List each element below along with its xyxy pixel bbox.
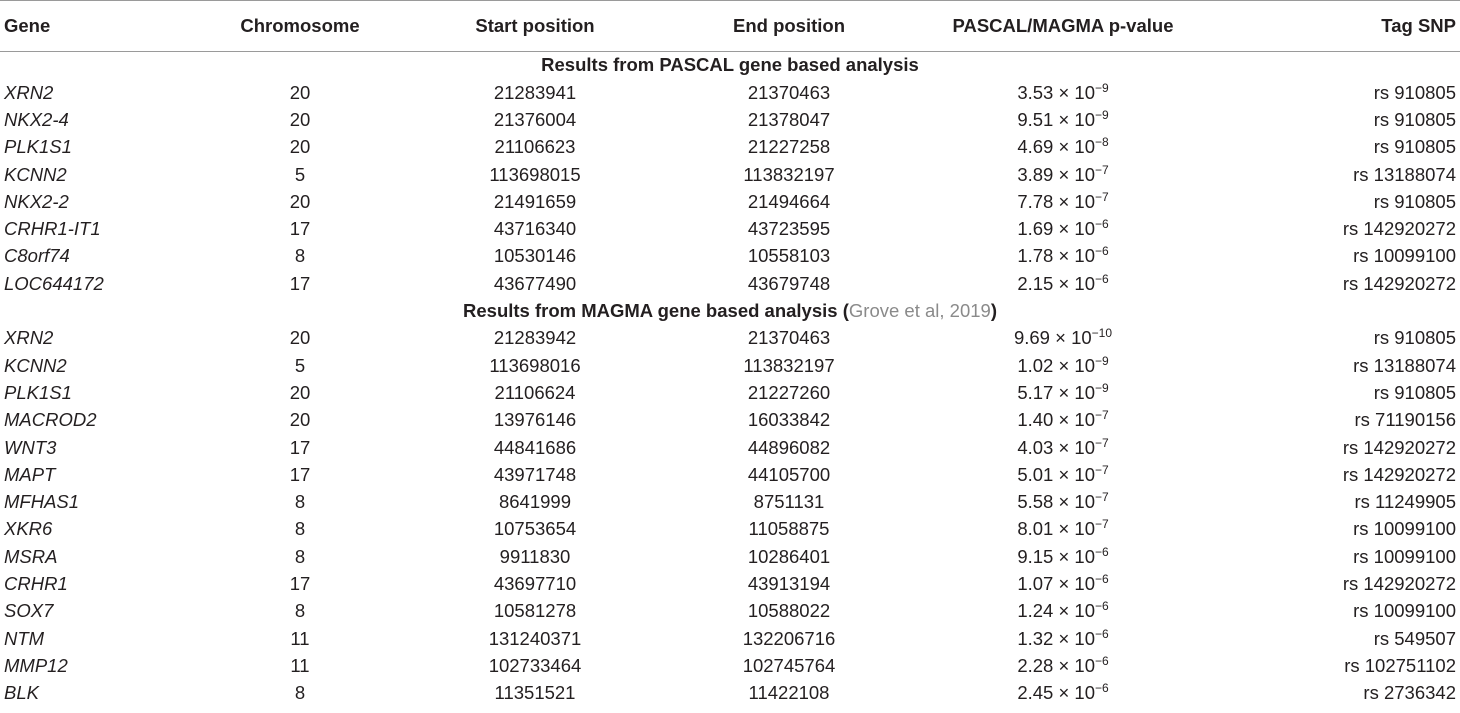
table-row (0, 380, 1460, 407)
p-value-base: × 10 (1053, 381, 1095, 403)
table-row (0, 243, 1460, 270)
tag-snp-cell: rs 142920272 (1342, 218, 1456, 240)
table-row (0, 653, 1460, 680)
tag-snp-cell: rs 142920272 (1342, 463, 1456, 485)
p-value-mantissa: 7.78 (1017, 190, 1054, 212)
citation-link[interactable]: Grove et al, 2019 (848, 300, 991, 322)
p-value-exponent: −6 (1095, 626, 1109, 641)
p-value-mantissa: 1.32 (1017, 627, 1054, 649)
p-value-mantissa: 1.07 (1017, 573, 1054, 595)
table-row (0, 352, 1460, 379)
start-position-cell: 43677490 (493, 272, 577, 294)
gene-cell: CRHR1 (4, 573, 68, 595)
chromosome-cell: 20 (289, 108, 311, 130)
end-position-cell: 21370463 (747, 81, 831, 103)
end-position-cell: 44105700 (747, 463, 831, 485)
table-row (0, 543, 1460, 570)
p-value-base: × 10 (1053, 245, 1095, 267)
section-title-text: Results from MAGMA gene based analysis (463, 300, 838, 322)
chromosome-cell: 8 (294, 518, 306, 540)
p-value-mantissa: 2.15 (1017, 272, 1054, 294)
header-tag-snp: Tag SNP (1208, 1, 1460, 52)
tag-snp-cell: rs 13188074 (1353, 163, 1456, 185)
p-value-mantissa: 1.40 (1017, 409, 1054, 431)
end-position-cell: 44896082 (747, 436, 831, 458)
p-value-cell (918, 653, 1208, 680)
p-value-exponent: −6 (1095, 544, 1109, 559)
p-value-mantissa: 9.51 (1017, 108, 1054, 130)
p-value-mantissa: 3.53 (1017, 81, 1054, 103)
end-position-cell: 11058875 (748, 518, 830, 540)
p-value-cell (918, 625, 1208, 652)
start-position-cell: 10530146 (493, 245, 577, 267)
tag-snp-cell: rs 910805 (1373, 108, 1456, 130)
p-value-mantissa: 9.69 (1013, 327, 1050, 349)
table-row (0, 325, 1460, 352)
p-value-base: × 10 (1053, 190, 1095, 212)
start-position-cell: 21283941 (493, 81, 577, 103)
p-value-cell (918, 352, 1208, 379)
header-p-value: PASCAL/MAGMA p-value (918, 1, 1208, 52)
p-value-exponent: −6 (1095, 681, 1109, 696)
p-value-base: × 10 (1053, 136, 1095, 158)
tag-snp-cell: rs 10099100 (1353, 545, 1456, 567)
chromosome-cell: 8 (294, 491, 306, 513)
tag-snp-cell: rs 10099100 (1353, 245, 1456, 267)
p-value-base: × 10 (1049, 327, 1092, 349)
p-value-base: × 10 (1053, 436, 1095, 458)
p-value-mantissa: 1.02 (1017, 354, 1054, 376)
start-position-cell: 8641999 (498, 491, 572, 513)
p-value-exponent: −7 (1095, 517, 1109, 532)
p-value-base: × 10 (1053, 163, 1095, 185)
section-title-text: Results from PASCAL gene based analysis (541, 54, 919, 76)
p-value-cell (918, 188, 1208, 215)
p-value-cell (918, 543, 1208, 570)
p-value-cell (918, 325, 1208, 352)
tag-snp-cell: rs 142920272 (1342, 272, 1456, 294)
start-position-cell: 10753654 (493, 518, 577, 540)
tag-snp-cell: rs 910805 (1373, 381, 1456, 403)
table-row (0, 516, 1460, 543)
start-position-cell: 21283942 (493, 327, 577, 349)
header-row (0, 1, 1460, 52)
end-position-cell: 113832197 (743, 163, 835, 185)
table-row (0, 188, 1460, 215)
p-value-cell (918, 79, 1208, 106)
table-row (0, 216, 1460, 243)
header-chromosome: Chromosome (190, 1, 410, 52)
tag-snp-cell: rs 549507 (1373, 627, 1456, 649)
p-value-exponent: −6 (1095, 653, 1109, 668)
table-row (0, 79, 1460, 106)
p-value-base: × 10 (1053, 600, 1095, 622)
tag-snp-cell: rs 71190156 (1354, 409, 1456, 431)
gene-cell: C8orf74 (4, 245, 70, 267)
gene-cell: NKX2-2 (4, 190, 69, 212)
section-header-row (0, 52, 1460, 80)
p-value-exponent: −9 (1095, 353, 1109, 368)
gene-cell: MMP12 (4, 654, 68, 676)
end-position-cell: 43723595 (747, 218, 831, 240)
p-value-base: × 10 (1053, 81, 1095, 103)
table-row (0, 461, 1460, 488)
p-value-mantissa: 8.01 (1017, 518, 1054, 540)
p-value-mantissa: 5.01 (1017, 463, 1054, 485)
p-value-cell (918, 489, 1208, 516)
gene-cell: XRN2 (4, 327, 54, 349)
gene-cell: MACROD2 (4, 409, 97, 431)
p-value-base: × 10 (1053, 682, 1095, 704)
gene-cell: LOC644172 (4, 272, 104, 294)
p-value-cell (918, 161, 1208, 188)
gene-cell: NKX2-4 (4, 108, 69, 130)
end-position-cell: 113832197 (743, 354, 835, 376)
tag-snp-cell: rs 910805 (1373, 136, 1456, 158)
p-value-exponent: −9 (1095, 107, 1109, 122)
p-value-cell (918, 516, 1208, 543)
gene-cell: XKR6 (4, 518, 53, 540)
table-row (0, 680, 1460, 707)
p-value-exponent: −6 (1095, 244, 1109, 259)
p-value-mantissa: 3.89 (1017, 163, 1054, 185)
end-position-cell: 10588022 (747, 600, 831, 622)
p-value-cell (918, 434, 1208, 461)
gene-cell: KCNN2 (4, 163, 67, 185)
p-value-exponent: −7 (1095, 490, 1109, 505)
p-value-mantissa: 4.69 (1017, 136, 1054, 158)
p-value-base: × 10 (1053, 218, 1095, 240)
end-position-cell: 10286401 (747, 545, 831, 567)
p-value-exponent: −7 (1095, 189, 1109, 204)
table-row (0, 571, 1460, 598)
p-value-exponent: −9 (1095, 80, 1109, 95)
p-value-exponent: −6 (1095, 599, 1109, 614)
p-value-cell (918, 380, 1208, 407)
p-value-mantissa: 9.15 (1017, 545, 1054, 567)
chromosome-cell: 8 (294, 682, 306, 704)
start-position-cell: 43971748 (493, 463, 577, 485)
gene-cell: SOX7 (4, 600, 54, 622)
gene-cell: XRN2 (4, 81, 54, 103)
p-value-base: × 10 (1053, 463, 1095, 485)
table-body (0, 52, 1460, 708)
chromosome-cell: 5 (294, 163, 306, 185)
start-position-cell: 21106624 (494, 381, 576, 403)
p-value-base: × 10 (1053, 409, 1095, 431)
start-position-cell: 113698016 (489, 354, 581, 376)
chromosome-cell: 20 (289, 81, 311, 103)
start-position-cell: 13976146 (493, 409, 577, 431)
tag-snp-cell: rs 142920272 (1342, 573, 1456, 595)
gene-cell: MSRA (4, 545, 58, 567)
p-value-base: × 10 (1053, 491, 1095, 513)
tag-snp-cell: rs 10099100 (1353, 600, 1456, 622)
end-position-cell: 10558103 (747, 245, 831, 267)
p-value-mantissa: 2.28 (1017, 654, 1054, 676)
p-value-base: × 10 (1053, 654, 1095, 676)
chromosome-cell: 8 (294, 545, 306, 567)
gene-cell: KCNN2 (4, 354, 67, 376)
end-position-cell: 21370463 (747, 327, 831, 349)
p-value-mantissa: 1.24 (1017, 600, 1054, 622)
tag-snp-cell: rs 2736342 (1363, 682, 1456, 704)
tag-snp-cell: rs 10099100 (1353, 518, 1456, 540)
p-value-mantissa: 5.58 (1017, 491, 1054, 513)
chromosome-cell: 17 (289, 272, 311, 294)
start-position-cell: 10581278 (493, 600, 577, 622)
gene-cell: CRHR1-IT1 (4, 218, 101, 240)
p-value-cell (918, 243, 1208, 270)
gene-cell: WNT3 (4, 436, 57, 458)
start-position-cell: 21491659 (493, 190, 577, 212)
p-value-exponent: −7 (1095, 462, 1109, 477)
p-value-exponent: −6 (1095, 217, 1109, 232)
p-value-base: × 10 (1053, 354, 1095, 376)
chromosome-cell: 8 (294, 245, 306, 267)
gene-cell: PLK1S1 (4, 136, 72, 158)
p-value-mantissa: 4.03 (1017, 436, 1054, 458)
p-value-cell (918, 134, 1208, 161)
end-position-cell: 16033842 (747, 409, 831, 431)
tag-snp-cell: rs 142920272 (1342, 436, 1456, 458)
chromosome-cell: 5 (294, 354, 306, 376)
chromosome-cell: 17 (289, 436, 311, 458)
chromosome-cell: 20 (289, 409, 311, 431)
chromosome-cell: 20 (289, 136, 311, 158)
tag-snp-cell: rs 102751102 (1344, 654, 1456, 676)
end-position-cell: 21378047 (747, 108, 831, 130)
p-value-exponent: −7 (1095, 162, 1109, 177)
p-value-cell (918, 461, 1208, 488)
p-value-exponent: −9 (1095, 380, 1109, 395)
table-row (0, 134, 1460, 161)
chromosome-cell: 20 (289, 381, 311, 403)
gene-cell: MFHAS1 (4, 491, 80, 513)
start-position-cell: 21376004 (493, 108, 577, 130)
table-row (0, 161, 1460, 188)
p-value-cell (918, 270, 1208, 297)
start-position-cell: 113698015 (489, 163, 581, 185)
end-position-cell: 21227260 (747, 381, 831, 403)
p-value-exponent: −8 (1095, 135, 1109, 150)
p-value-exponent: −10 (1091, 326, 1113, 341)
p-value-cell (918, 407, 1208, 434)
p-value-base: × 10 (1053, 545, 1095, 567)
tag-snp-cell: rs 910805 (1373, 81, 1456, 103)
p-value-exponent: −6 (1095, 271, 1109, 286)
p-value-cell (918, 571, 1208, 598)
p-value-cell (918, 680, 1208, 707)
p-value-exponent: −6 (1095, 572, 1109, 587)
end-position-cell: 102745764 (742, 654, 836, 676)
start-position-cell: 9911830 (499, 545, 571, 567)
p-value-exponent: −7 (1095, 435, 1109, 450)
table-row (0, 434, 1460, 461)
header-end-position: End position (660, 1, 918, 52)
gene-cell: NTM (4, 627, 45, 649)
table-row (0, 625, 1460, 652)
chromosome-cell: 17 (289, 463, 311, 485)
p-value-base: × 10 (1053, 627, 1095, 649)
gene-cell: BLK (4, 682, 39, 704)
table-row (0, 107, 1460, 134)
chromosome-cell: 20 (289, 190, 311, 212)
start-position-cell: 11351521 (494, 682, 576, 704)
p-value-cell (918, 216, 1208, 243)
table-row (0, 270, 1460, 297)
chromosome-cell: 17 (289, 573, 311, 595)
section-header-row (0, 298, 1460, 325)
start-position-cell: 43697710 (493, 573, 577, 595)
p-value-base: × 10 (1053, 573, 1095, 595)
chromosome-cell: 11 (290, 654, 310, 676)
end-position-cell: 21494664 (747, 190, 831, 212)
chromosome-cell: 8 (294, 600, 306, 622)
p-value-mantissa: 5.17 (1017, 381, 1054, 403)
citation-close-paren: ) (990, 300, 997, 322)
end-position-cell: 8751131 (753, 491, 825, 513)
end-position-cell: 43913194 (747, 573, 831, 595)
start-position-cell: 21106623 (494, 136, 576, 158)
end-position-cell: 11422108 (748, 682, 830, 704)
p-value-mantissa: 2.45 (1017, 682, 1054, 704)
citation-open-paren: ( (837, 300, 849, 322)
p-value-exponent: −7 (1095, 408, 1109, 423)
tag-snp-cell: rs 13188074 (1353, 354, 1456, 376)
p-value-cell (918, 598, 1208, 625)
p-value-base: × 10 (1053, 272, 1095, 294)
p-value-mantissa: 1.78 (1017, 245, 1054, 267)
tag-snp-cell: rs 11249905 (1354, 491, 1456, 513)
end-position-cell: 132206716 (742, 627, 836, 649)
header-start-position: Start position (410, 1, 660, 52)
tag-snp-cell: rs 910805 (1373, 190, 1456, 212)
p-value-base: × 10 (1053, 518, 1095, 540)
section-title (0, 52, 1460, 80)
table-row (0, 598, 1460, 625)
p-value-cell (918, 107, 1208, 134)
header-gene: Gene (0, 1, 190, 52)
start-position-cell: 102733464 (488, 654, 582, 676)
table-row (0, 407, 1460, 434)
section-title (0, 298, 1460, 325)
tag-snp-cell: rs 910805 (1373, 327, 1456, 349)
start-position-cell: 44841686 (493, 436, 577, 458)
chromosome-cell: 17 (289, 218, 311, 240)
gene-cell: PLK1S1 (4, 381, 72, 403)
chromosome-cell: 11 (290, 627, 310, 649)
p-value-base: × 10 (1053, 108, 1095, 130)
start-position-cell: 43716340 (493, 218, 577, 240)
end-position-cell: 21227258 (747, 136, 831, 158)
end-position-cell: 43679748 (747, 272, 831, 294)
table-row (0, 489, 1460, 516)
chromosome-cell: 20 (289, 327, 311, 349)
start-position-cell: 131240371 (488, 627, 582, 649)
p-value-mantissa: 1.69 (1017, 218, 1054, 240)
gene-cell: MAPT (4, 463, 56, 485)
